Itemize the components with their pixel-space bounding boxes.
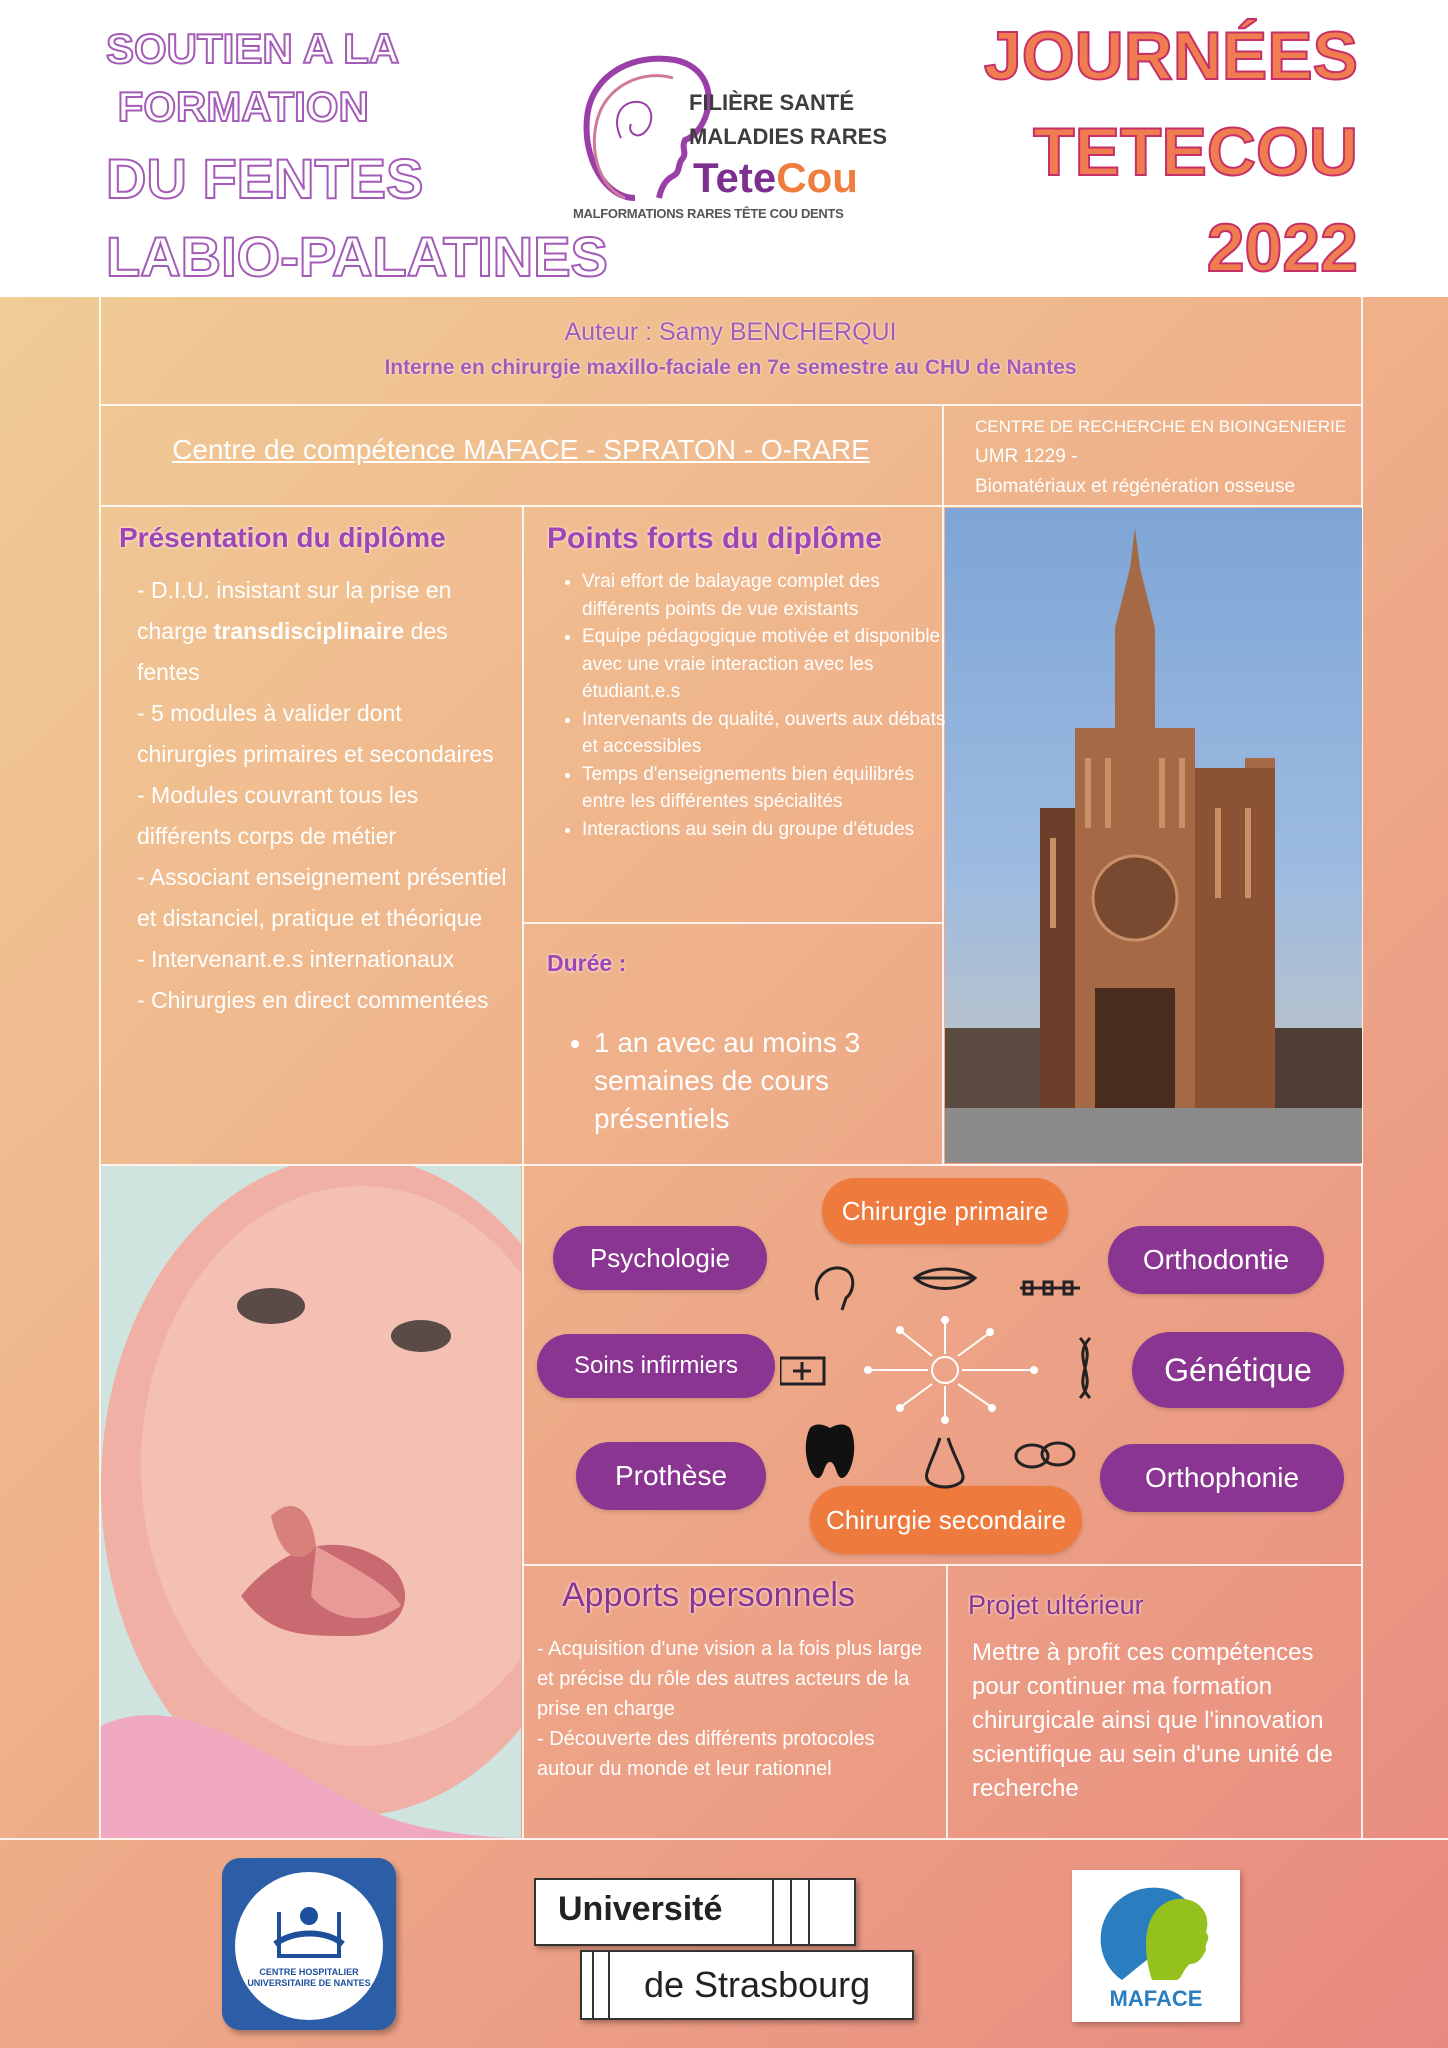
maface-face-icon <box>1072 1870 1240 1990</box>
strasbourg-text: de Strasbourg <box>644 1964 871 2005</box>
header <box>0 0 1448 297</box>
research-line-2: UMR 1229 - <box>975 446 1078 467</box>
grid-line <box>522 505 524 1840</box>
chu-emblem-icon <box>235 1872 383 1972</box>
presentation-item <box>137 570 507 693</box>
apports-text <box>537 1634 927 1784</box>
left-title-big-line-2: LABIO-PALATINES <box>106 225 608 288</box>
orthodontie-pill: Orthodontie <box>1108 1226 1324 1294</box>
maface-logo <box>1072 1870 1240 2022</box>
soins-infirmiers-pill: Soins infirmiers <box>537 1334 775 1398</box>
duree-list <box>548 1024 954 1138</box>
points-forts-list <box>548 568 962 843</box>
competence-centre-link[interactable]: Centre de compétence MAFACE - SPRATON - O-RARE <box>172 434 870 465</box>
apports-item: - Découverte des différents protocoles autour du monde et leur rationnel <box>537 1728 875 1780</box>
universite-logo-top <box>534 1878 856 1946</box>
logo-brand-tete: Tete <box>693 154 777 201</box>
points-forts-item: • Interactions au sein du groupe d'études <box>582 816 962 844</box>
chu-text-line-1: CENTRE HOSPITALIER <box>259 1967 359 1977</box>
presentation-item-text: - D.I.U. insistant sur la prise en charge <box>137 577 452 644</box>
tetecou-logo <box>565 48 895 228</box>
universite-logo-bottom <box>580 1950 914 2020</box>
logo-brand-cou: Cou <box>776 154 858 201</box>
presentation-item: - Associant enseignement présentiel et distanciel, pratique et théorique <box>137 864 507 931</box>
genetique-pill: Génétique <box>1132 1332 1344 1408</box>
prothese-pill: Prothèse <box>576 1442 766 1510</box>
points-forts-item: • Intervenants de qualité, ouverts aux débats et accessibles <box>582 706 962 761</box>
author-name: Auteur : Samy BENCHERQUI <box>564 318 897 346</box>
logo-brand <box>693 154 858 202</box>
chu-nantes-logo <box>222 1858 396 2030</box>
research-centre <box>975 412 1355 502</box>
presentation-list <box>137 570 507 1021</box>
grid-line <box>99 505 1363 507</box>
event-title-line-3: 2022 <box>1206 210 1358 286</box>
points-forts-item: • Equipe pédagogique motivée et disponible, avec une vraie interaction avec les étudiant.e.s <box>582 623 962 706</box>
left-title-big-line-1: DU FENTES <box>106 147 424 210</box>
chu-text-line-2: UNIVERSITAIRE DE NANTES <box>247 1978 371 1988</box>
presentation-title: Présentation du diplôme <box>119 522 446 553</box>
points-forts-item: • Temps d'enseignements bien équilibrés entre les différentes spécialités <box>582 761 962 816</box>
chirurgie-primaire-pill: Chirurgie primaire <box>822 1178 1068 1244</box>
points-forts-title: Points forts du diplôme <box>547 522 882 555</box>
cleft-lip-baby-photo <box>101 1166 521 1838</box>
presentation-item: - Modules couvrant tous les différents corps de métier <box>137 782 419 849</box>
points-forts-item: • Vrai effort de balayage complet des différents points de vue existants <box>582 568 962 623</box>
research-line-3: Biomatériaux et régénération osseuse <box>975 476 1296 497</box>
duree-title: Durée : <box>547 950 627 976</box>
research-line-1: CENTRE DE RECHERCHE EN BIOINGENIERIE <box>975 417 1347 436</box>
specialties-hub-diagram <box>780 1248 1110 1548</box>
grid-line <box>99 404 1363 406</box>
event-title <box>984 8 1358 296</box>
presentation-item: - Chirurgies en direct commentées <box>137 987 489 1013</box>
chirurgie-secondaire-pill: Chirurgie secondaire <box>810 1486 1082 1554</box>
left-title-line-1: SOUTIEN A LA <box>106 25 400 72</box>
logo-line-1: FILIÈRE SANTÉ <box>689 90 855 115</box>
psychologie-pill: Psychologie <box>553 1226 767 1290</box>
strasbourg-cathedral-photo <box>945 508 1362 1163</box>
chu-logo-circle <box>235 1872 383 2020</box>
chu-logo-text <box>235 1967 383 1989</box>
grid-line <box>522 922 942 924</box>
event-title-line-1: JOURNÉES <box>983 18 1358 94</box>
left-title-line-2: FORMATION <box>106 83 369 130</box>
event-title-line-2: TETECOU <box>1033 114 1358 190</box>
orthophonie-pill: Orthophonie <box>1100 1444 1344 1512</box>
projet-text: Mettre à profit ces compétences pour continuer ma formation chirurgicale ainsi que l'innovation scientifique au sein d'une unité de recherche <box>972 1639 1333 1802</box>
presentation-item: - Intervenant.e.s internationaux <box>137 946 455 972</box>
left-title <box>106 20 399 136</box>
logo-line-2: MALADIES RARES <box>689 124 888 149</box>
grid-line <box>522 1564 1363 1566</box>
author-role: Interne en chirurgie maxillo-faciale en 7e semestre au CHU de Nantes <box>384 356 1077 379</box>
universite-text: Université <box>558 1890 723 1928</box>
apports-item: - Acquisition d'une vision a la fois plus large et précise du rôle des autres acteurs de la prise en charge <box>537 1638 923 1720</box>
grid-line <box>946 1564 948 1840</box>
apports-title: Apports personnels <box>562 1576 855 1614</box>
presentation-item: - 5 modules à valider dont chirurgies primaires et secondaires <box>137 700 494 767</box>
left-title-big <box>106 140 608 296</box>
projet-title: Projet ultérieur <box>968 1590 1144 1620</box>
maface-text: MAFACE <box>1109 1986 1203 2011</box>
duree-item: • 1 an avec au moins 3 semaines de cours présentiels <box>594 1024 954 1138</box>
grid-line <box>0 1838 1448 1840</box>
presentation-item-text: des fentes <box>137 618 448 685</box>
presentation-item-bold: transdisciplinaire <box>213 618 405 644</box>
logo-subtitle: MALFORMATIONS RARES TÊTE COU DENTS <box>573 206 844 221</box>
